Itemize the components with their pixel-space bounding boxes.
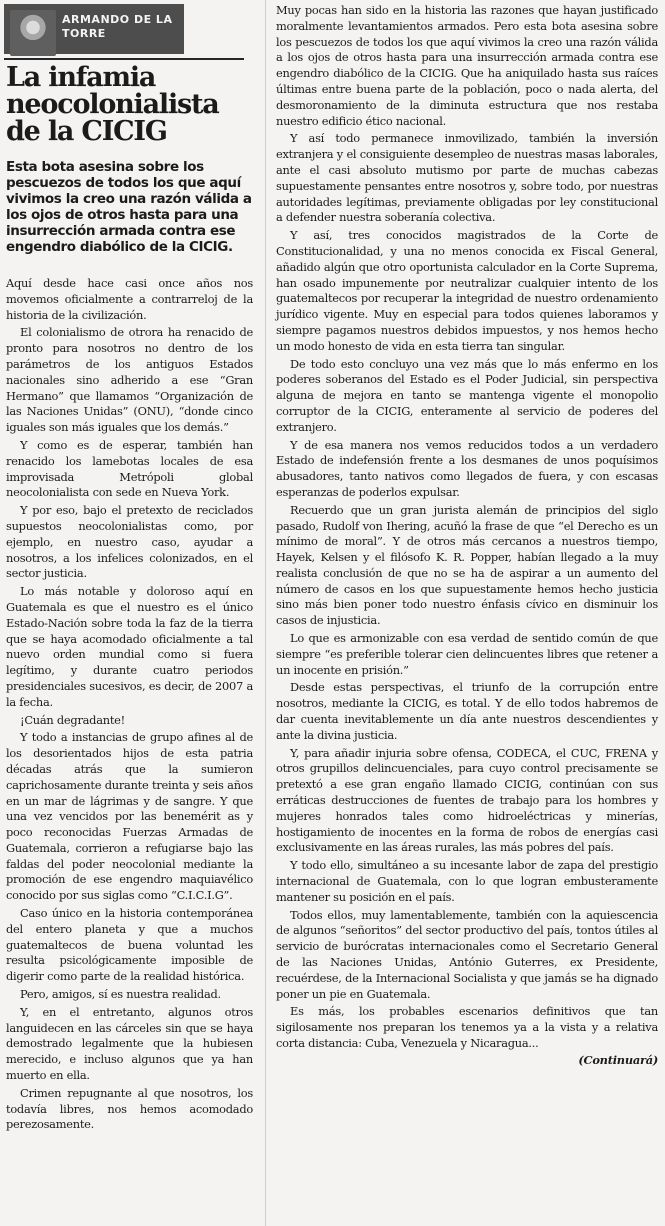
paragraph: Y, para añadir injuria sobre ofensa, CODECA, el CUC, FRENA y otros grupillos delincuenciales, para cuyo control precisamente se pretextó a ese gran engaño llamado CICIG, continúan con sus erráticas destrucciones de fuentes de trabajo para los hombres y mujeres honrados tales como hidroeléctricas y minerías, hostigamiento de inocentes en la forma de robos de energías casi exclusivamente en las áreas rurales, las más pobres del país. [276,745,658,855]
continued-note: (Continuará) [578,1052,658,1067]
paragraph: Y así, tres conocidos magistrados de la Corte de Constitucionalidad, y una no menos conocida ex Fiscal General, añadido algún que otro oportunista calculador en la Corte Suprema, han osado impunemente por neutralizar cualquier intento de los guatemaltecos por recuperar la integridad de nuestro ordenamiento jurídico vigente. Muy en especial para todos quienes laboramos y siempre pagamos nuestros debidos impuestos, y nos hemos hecho un modo honesto de vida en esta tierra tan singular. [276,228,658,353]
column-divider [265,0,266,1226]
paragraph: Y todo ello, simultáneo a su incesante labor de zapa del prestigio internacional de Guatemala, con lo que logran embusteramente mantener su posición en el país. [276,858,658,904]
paragraph: Y de esa manera nos vemos reducidos todos a un verdadero Estado de indefensión frente a los desmanes de unos poquísimos abusadores, tanto nativos como llegados de fuera, y con escasas esperanzas de poderlos expulsar. [276,437,658,499]
paragraph: Pero, amigos, sí es nuestra realidad. [20,987,221,1002]
paragraph: El colonialismo de otrora ha renacido de pronto para nosotros no dentro de los parámetros de los antiguos Estados nacionales sino adherido a ese “Gran Hermano” que llamamos “Organización de las Naciones Unidas” (ONU), “donde cinco iguales son más iguales que los demás.” [6,325,253,435]
paragraph: De todo esto concluyo una vez más que lo más enfermo en los poderes soberanos del Estado es el Poder Judicial, sin perspectiva alguna de mejora en tanto se mantenga vigente el monopolio corruptor de la CICIG, enteramente al servicio de poderes del extranjero. [276,356,658,434]
paragraph: Aquí desde hace casi once años nos movemos oficialmente a contrarreloj de la historia de la civilización. [6,276,253,322]
paragraph: Y como es de esperar, también han renacido los lamebotas locales de esa improvisada Metrópoli global neocolonialista con sede en Nueva York. [6,437,253,500]
paragraph: Recuerdo que un gran jurista alemán de principios del siglo pasado, Rudolf von Ihering, acuñó la frase de que “el Derecho es un mínimo de moral”. Y de otros más cercanos a nuestros tiempo, Hayek, Kelsen y el filósofo K. R. Popper, habían llegado a la muy realista conclusión de que no se ha de aspirar a un aumento del número de casos en los que supuestamente hemos hecho justicia sino más bien poner todo nuestro énfasis cívico en disminuir los casos de injusticia. [276,502,658,628]
byline-bar [4,4,184,54]
paragraph: Lo más notable y doloroso aquí en Guatemala es que el nuestro es el único Estado-Nación sobre toda la faz de la tierra que se haya acomodado oficialmente a tal nuevo orden mundial como si fuera legítimo, y durante cuatro periodos presidenciales sucesivos, es decir, de 2007 a la fecha. [6,584,253,709]
paragraph: Lo que es armonizable con esa verdad de sentido común de que siempre “es preferible tolerar cien delincuentes libres que retener a un inocente en prisión.” [276,631,658,677]
paragraph: Muy pocas han sido en la historia las razones que hayan justificado moralmente levantamientos armados. Pero esta bota asesina sobre los pescuezos de todos los que aquí vivimos la creo una razón válida a los ojos de otros hasta para una insurrección armada contra ese engendro diabólico de la CICIG. Que ha aniquilado hasta sus raíces últimas entre buena parte de la población, poco o nada alerta, del desmoronamiento de la diminuta estructura que nos restaba nuestro edificio ético nacional. [276,3,658,128]
title-rule [4,58,244,60]
author-portrait [10,10,56,56]
author-name: ARMANDO DE LA TORRE [62,13,173,40]
column-2 [276,3,658,1071]
headline: La infamia neocolonialista de la CICIG [6,62,219,147]
paragraph: Crimen repugnante al que nosotros, los todavía libres, nos hemos acomodado perezosamente. [6,1085,253,1132]
paragraph: Y todo a instancias de grupo afines al de los desorientados hijos de esta patria décadas atrás que la sumieron caprichosamente durante treinta y seis años en un mar de lágrimas y de sangre. Y que una vez vencidos por las benemérit as y poco reconocidas Fuerzas Armadas de Guatemala, corrieron a refugiarse bajo las faldas del poder neocolonial mediante la promoción de ese engendro maquiavélico conocido por sus siglas como “C.I.C.I.G”. [6,730,253,903]
paragraph: Y por eso, bajo el pretexto de reciclados supuestos neocolonialistas como, por ejemplo, en nuestro caso, ayudar a nosotros, a los infelices colonizados, en el sector justicia. [6,503,253,581]
column-1 [6,276,253,1135]
paragraph: Es más, los probables escenarios definitivos que tan sigilosamente nos preparan los tenemos ya a la vista y a relativa corta distancia: Cuba, Venezuela y Nicaragua... [276,1004,658,1050]
paragraph: ¡Cuán degradante! [20,712,126,727]
lead-paragraph: Esta bota asesina sobre los pescuezos de todos los que aquí vivimos la creo una razón válida a los ojos de otros hasta para una insurrección armada contra ese engendro diabólico de la CICIG. [6,159,252,255]
paragraph: Caso único en la historia contemporánea del entero planeta y que a muchos guatemaltecos de buena voluntad les resulta psicológicamente imposible de digerir como parte de la realidad histórica. [6,906,253,984]
paragraph: Desde estas perspectivas, el triunfo de la corrupción entre nosotros, mediante la CICIG, es total. Y de ello todos habremos de dar cuenta inevitablemente un día ante nuestros descendientes y ante la divina justicia. [276,680,658,742]
paragraph: Y así todo permanece inmovilizado, también la inversión extranjera y el consiguiente desempleo de nuestras masas laborales, ante el casi absoluto mutismo por parte de muchas cabezas supuestamente pensantes entre nosotros y, sobre todo, por nuestras autoridades legítimas, previamente obligadas por ley constitucional a defender nuestra soberanía colectiva. [276,131,658,225]
paragraph: Todos ellos, muy lamentablemente, también con la aquiescencia de algunos “señoritos” del sector productivo del país, tontos útiles al servicio de burócratas internacionales como el Secretario General de las Naciones Unidas, António Guterres, ex Presidente, recuérdese, de la Internacional Socialista y que jamás se ha dignado poner un pie en Guatemala. [276,907,658,1001]
paragraph: Y, en el entretanto, algunos otros languidecen en las cárceles sin que se haya demostrado legalmente que la hubiesen merecido, e incluso algunos que ya han muerto en ella. [6,1004,253,1083]
